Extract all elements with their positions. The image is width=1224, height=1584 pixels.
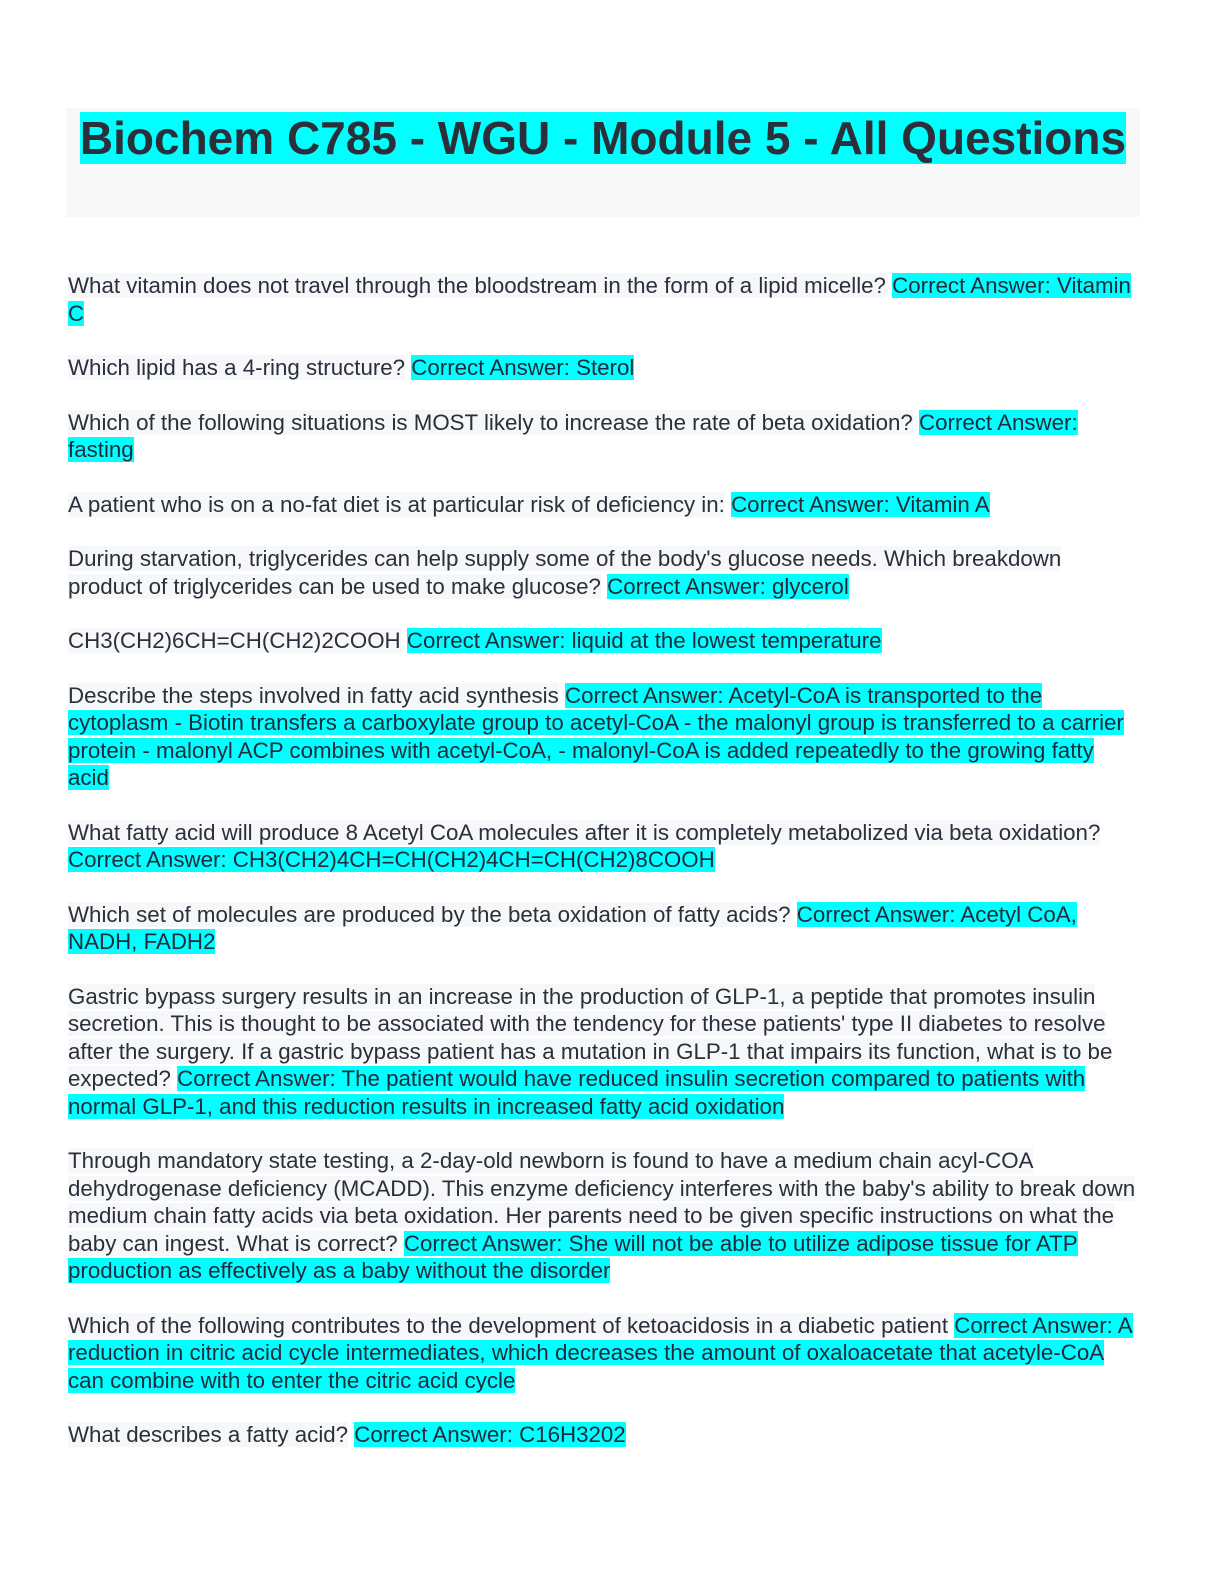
answer-text: Correct Answer: C16H3202 — [354, 1422, 626, 1447]
page-title — [66, 108, 1140, 166]
qa-item — [68, 409, 1140, 464]
question-text: What fatty acid will produce 8 Acetyl CoA molecules after it is completely metabolized via beta oxidation? — [68, 819, 1101, 845]
question-text: Through mandatory state testing, a 2-day-old newborn is found to have a medium chain acyl-COA dehydrogenase deficiency (MCADD). This enzyme deficiency interferes with the baby's ability to break down medium chain fatty acids via beta oxidation. Her parents need to be given specific instructions on what the baby can ingest. What is correct? — [68, 1148, 1136, 1256]
page-title-text: Biochem C785 - WGU - Module 5 - All Questions — [79, 112, 1127, 164]
question-text: A patient who is on a no-fat diet is at particular risk of deficiency in: — [68, 491, 725, 517]
qa-item — [68, 682, 1140, 792]
title-banner — [66, 108, 1140, 217]
answer-text: Correct Answer: fasting — [68, 409, 1078, 462]
qa-item — [68, 983, 1140, 1121]
qa-item — [68, 819, 1140, 874]
answer-text: Correct Answer: liquid at the lowest temperature — [406, 628, 882, 653]
question-text: Which of the following situations is MOST likely to increase the rate of beta oxidation? — [68, 409, 913, 435]
question-text: Gastric bypass surgery results in an increase in the production of GLP-1, a peptide that promotes insulin secretion. This is thought to be associated with the tendency for these patients' type II diabetes to resolve after the surgery. If a gastric bypass patient has a mutation in GLP-1 that impairs its function, what is to be expected? — [68, 983, 1113, 1091]
answer-text: Correct Answer: Acetyl-CoA is transported to the cytoplasm - Biotin transfers a carboxylate group to acetyl-CoA - the malonyl group is transferred to a carrier protein - malonyl ACP combines with acetyl-CoA, - malonyl-CoA is added repeatedly to the growing fatty acid — [68, 682, 1124, 790]
qa-item — [68, 491, 1140, 519]
qa-item — [68, 627, 1140, 655]
question-text: Which of the following contributes to the development of ketoacidosis in a diabetic patient — [68, 1312, 949, 1338]
question-text: What vitamin does not travel through the bloodstream in the form of a lipid micelle? — [68, 273, 886, 298]
question-text: Which set of molecules are produced by the beta oxidation of fatty acids? — [68, 901, 791, 927]
qa-item — [68, 1421, 1140, 1449]
answer-text: Correct Answer: She will not be able to utilize adipose tissue for ATP production as effectively as a baby without the disorder — [68, 1230, 1078, 1283]
answer-text: Correct Answer: Acetyl CoA, NADH, FADH2 — [68, 901, 1077, 954]
question-text: What describes a fatty acid? — [68, 1422, 349, 1447]
question-text: Which lipid has a 4-ring structure? — [68, 355, 406, 380]
question-text: Describe the steps involved in fatty acid synthesis — [68, 682, 559, 708]
answer-text: Correct Answer: The patient would have reduced insulin secretion compared to patients with normal GLP-1, and this reduction results in increased fatty acid oxidation — [68, 1066, 1086, 1119]
answer-text: Correct Answer: Sterol — [411, 355, 635, 380]
qa-item — [68, 1312, 1140, 1395]
answer-text: Correct Answer: CH3(CH2)4CH=CH(CH2)4CH=CH(CH2)8COOH — [68, 847, 715, 872]
qa-item — [68, 901, 1140, 956]
answer-text: Correct Answer: A reduction in citric acid cycle intermediates, which decreases the amount of oxaloacetate that acetyle-CoA can combine with to enter the citric acid cycle — [68, 1312, 1133, 1393]
qa-item — [68, 272, 1140, 327]
question-text: During starvation, triglycerides can help supply some of the body's glucose needs. Which breakdown product of triglycerides can be used to make glucose? — [68, 546, 1062, 599]
qa-item — [68, 354, 1140, 382]
qa-item — [68, 1147, 1140, 1285]
answer-text: Correct Answer: Vitamin C — [68, 273, 1131, 326]
answer-text: Correct Answer: glycerol — [607, 573, 849, 599]
answer-text: Correct Answer: Vitamin A — [731, 491, 990, 517]
qa-item — [68, 545, 1140, 600]
question-list — [68, 272, 1140, 1476]
question-text: CH3(CH2)6CH=CH(CH2)2COOH — [68, 628, 401, 653]
